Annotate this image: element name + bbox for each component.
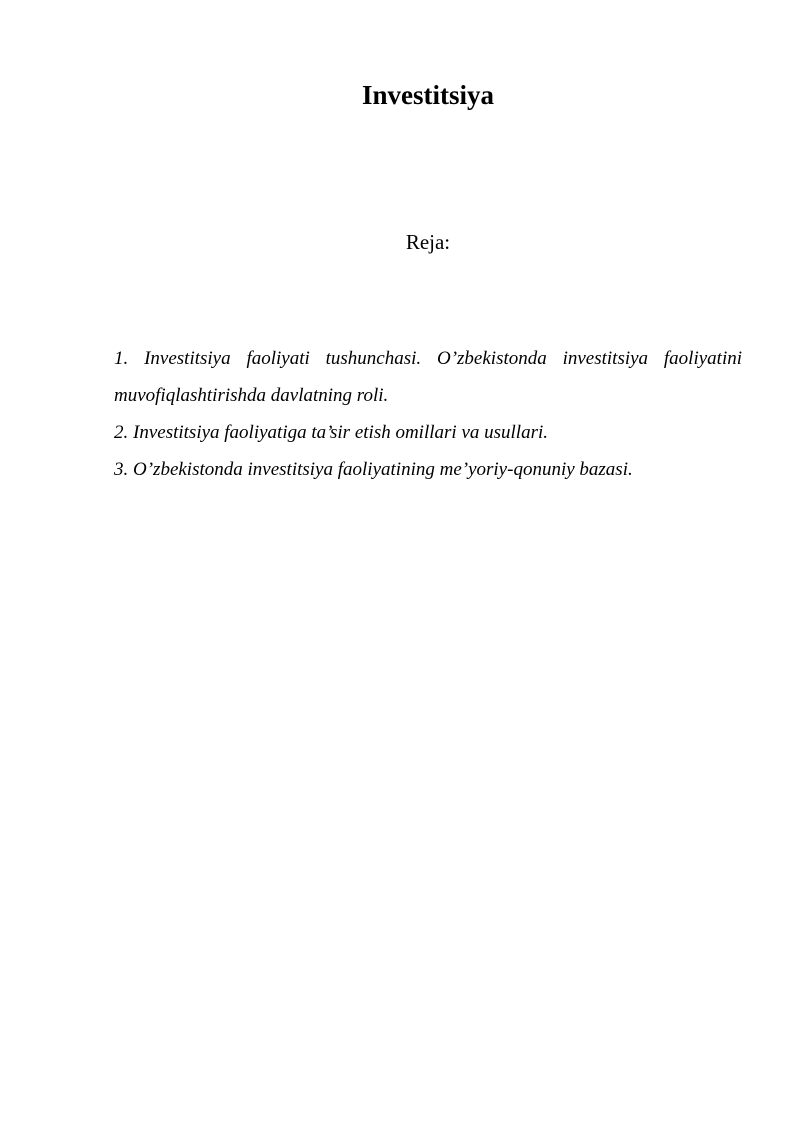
plan-heading: Reja:: [405, 230, 451, 254]
page-title: Investitsiya: [361, 80, 494, 110]
plan-item-3: 3. O’zbekistonda investitsiya faoliyatining me’yoriy-qonuniy bazasi.: [114, 459, 633, 480]
plan-item-1: 1. Investitsiya faoliyati tushunchasi. O’zbekistonda investitsiya faoliyatini muvofiqlashtirishda davlatning roli.: [114, 348, 742, 406]
plan-list: [114, 340, 742, 488]
plan-item-2: 2. Investitsiya faoliyatiga ta’sir etish omillari va usullari.: [114, 422, 549, 443]
